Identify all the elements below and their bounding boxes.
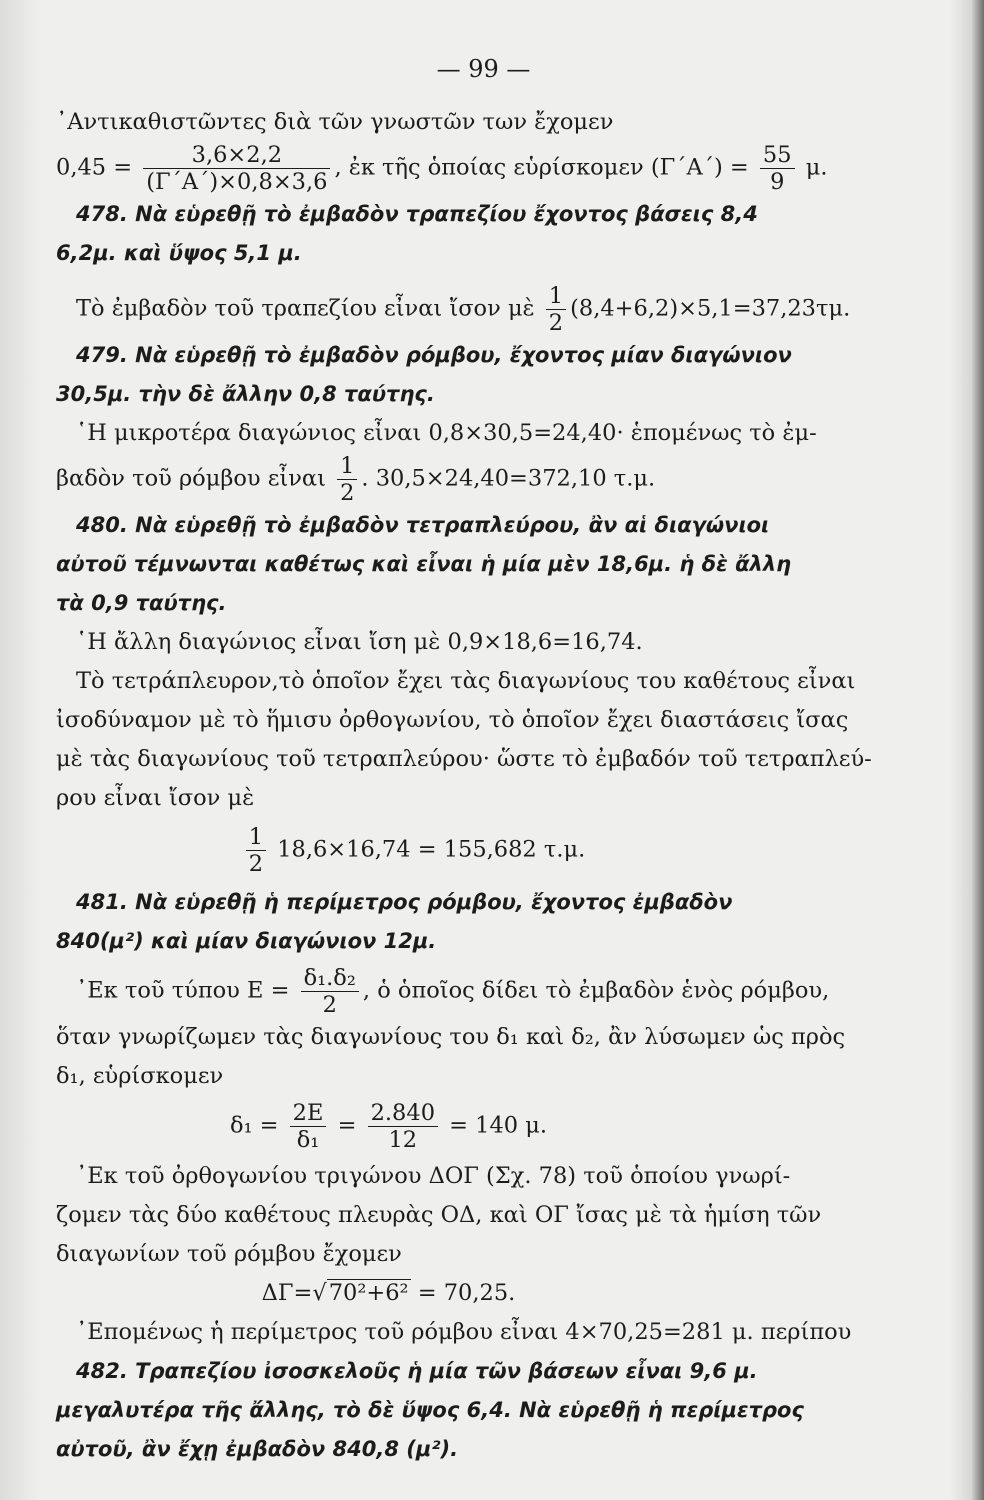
fraction xyxy=(760,142,795,195)
fraction xyxy=(337,453,357,506)
problem-478-heading: 6,2μ. καὶ ὕψος 5,1 μ. xyxy=(56,241,302,265)
text-line: ἰσοδύναμον μὲ τὸ ἥμισυ ὀρθογωνίου, τὸ ὁποῖον ἔχει διαστάσεις ἴσας xyxy=(56,707,849,733)
equation-part: 18,6×16,74 = 155,682 τ.μ. xyxy=(277,836,586,863)
text-span: , ὁ ὁποῖος δίδει τὸ ἐμβαδὸν ἑνὸς ρόμβου, xyxy=(362,977,830,1004)
fraction-denominator: (Γ΄Α΄)×0,8×3,6 xyxy=(146,169,328,195)
equation-part: = 140 μ. xyxy=(449,1112,548,1139)
fraction-denominator: 2 xyxy=(322,992,337,1018)
text-line: ζομεν τὰς δύο καθέτους πλευρὰς ΟΔ, καὶ ΟΓ ἴσας μὲ τὰ ἡμίση τῶν xyxy=(56,1202,822,1228)
equation-part: μ. xyxy=(805,154,828,181)
text-line: ῾Η μικροτέρα διαγώνιος εἶναι 0,8×30,5=24,40· ἑπομένως τὸ ἐμ- xyxy=(76,420,817,446)
solution-481-formula xyxy=(56,965,871,1018)
problem-480-heading: τὰ 0,9 ταύτης. xyxy=(56,591,227,615)
text-line: μὲ τὰς διαγωνίους τοῦ τετραπλεύρου· ὥστε τὸ ἐμβαδόν τοῦ τετραπλεύ- xyxy=(56,746,872,772)
text-line: Τὸ τετράπλευρον,τὸ ὁποῖον ἔχει τὰς διαγωνίους του καθέτους εἶναι xyxy=(76,668,856,694)
fraction xyxy=(301,965,359,1018)
fraction-numerator: 1 xyxy=(546,283,566,310)
fraction-numerator: 2.840 xyxy=(368,1100,438,1127)
equation-sqrt xyxy=(0,1274,871,1313)
fraction-denominator: 2 xyxy=(248,851,264,877)
fraction-numerator: 55 xyxy=(760,142,795,169)
fraction-denominator: 2 xyxy=(548,310,564,336)
text-line: ῾Η ἄλλη διαγώνιος εἶναι ἴση μὲ 0,9×18,6=16,74. xyxy=(76,629,643,655)
problem-480-heading: αὐτοῦ τέμνωνται καθέτως καὶ εἶναι ἡ μία μὲν 18,6μ. ἡ δὲ ἄλλη xyxy=(56,552,792,576)
equation-part: = 70,25. xyxy=(410,1280,516,1306)
solution-479 xyxy=(56,453,871,506)
fraction xyxy=(546,283,566,336)
problem-482-heading: 482. Τραπεζίου ἰσοσκελοῦς ἡ μία τῶν βάσεων εἶναι 9,6 μ. xyxy=(76,1359,758,1383)
problem-482-heading: μεγαλυτέρα τῆς ἄλλης, τὸ δὲ ὕψος 6,4. Νὰ εὑρεθῇ ἡ περίμετρος xyxy=(56,1398,804,1422)
text-line: ᾿Επομένως ἡ περίμετρος τοῦ ρόμβου εἶναι 4×70,25=281 μ. περίπου xyxy=(76,1319,852,1345)
fraction-denominator: 2 xyxy=(340,480,355,506)
problem-479-heading: 479. Νὰ εὑρεθῇ τὸ ἐμβαδὸν ρόμβου, ἔχοντος μίαν διαγώνιον xyxy=(76,343,792,367)
solution-478 xyxy=(56,283,871,336)
text-line: ρου εἶναι ἴσον μὲ xyxy=(56,785,255,811)
fraction-numerator: 1 xyxy=(246,824,266,851)
equation-part: ΔΓ=√ xyxy=(261,1280,327,1306)
equation-part: 0,45 = xyxy=(56,154,133,181)
equation-part: = xyxy=(337,1112,357,1139)
fraction xyxy=(246,824,266,877)
equation-480 xyxy=(0,824,871,877)
fraction xyxy=(143,142,330,195)
fraction-numerator: 3,6×2,2 xyxy=(143,142,330,169)
text-line: ᾿Εκ τοῦ ὀρθογωνίου τριγώνου ΔΟΓ (Σχ. 78) τοῦ ὁποίου γνωρί- xyxy=(76,1163,791,1189)
equation-481 xyxy=(0,1100,871,1153)
fraction-denominator: δ₁ xyxy=(296,1127,320,1153)
problem-481-heading: 481. Νὰ εὑρεθῇ ἡ περίμετρος ρόμβου, ἔχοντος ἐμβαδὸν xyxy=(76,890,733,914)
text-line: ᾿Αντικαθιστῶντες διὰ τῶν γνωστῶν των ἔχομεν xyxy=(56,109,614,135)
text-line: διαγωνίων τοῦ ρόμβου ἔχομεν xyxy=(56,1241,402,1267)
fraction-denominator: 9 xyxy=(770,169,785,195)
page-number: — 99 — xyxy=(436,55,531,83)
problem-482-heading: αὐτοῦ, ἂν ἔχῃ ἐμβαδὸν 840,8 (μ²). xyxy=(56,1437,459,1461)
problem-478-heading: 478. Νὰ εὑρεθῇ τὸ ἐμβαδὸν τραπεζίου ἔχοντος βάσεις 8,4 xyxy=(76,202,758,226)
equation-part: δ₁ = xyxy=(229,1112,279,1139)
text-line: ὅταν γνωρίζωμεν τὰς διαγωνίους του δ₁ καὶ δ₂, ἂν λύσωμεν ὡς πρὸς xyxy=(56,1024,846,1050)
equation-part: , ἐκ τῆς ὁποίας εὑρίσκομεν (Γ΄Α΄) = xyxy=(334,154,749,181)
sqrt-radicand: 70²+6² xyxy=(328,1280,409,1306)
fraction-numerator: 1 xyxy=(337,453,357,480)
text-span: . 30,5×24,40=372,10 τ.μ. xyxy=(361,465,656,492)
problem-479-heading: 30,5μ. τὴν δὲ ἄλλην 0,8 ταύτης. xyxy=(56,382,435,406)
fraction xyxy=(368,1100,438,1153)
page-edge-shadow xyxy=(972,0,984,1500)
problem-480-heading: 480. Νὰ εὑρεθῇ τὸ ἐμβαδὸν τετραπλεύρου, ἂν αἱ διαγώνιοι xyxy=(76,513,770,537)
text-span: βαδὸν τοῦ ρόμβου εἶναι xyxy=(56,465,326,492)
page-content xyxy=(56,50,871,1469)
text-span: (8,4+6,2)×5,1=37,23τμ. xyxy=(570,295,851,322)
text-span: ᾿Εκ τοῦ τύπου E = xyxy=(76,977,290,1004)
problem-481-heading: 840(μ²) καὶ μίαν διαγώνιον 12μ. xyxy=(56,929,437,953)
fraction-numerator: δ₁.δ₂ xyxy=(301,965,359,992)
fraction xyxy=(290,1100,327,1153)
text-span: Τὸ ἐμβαδὸν τοῦ τραπεζίου εἶναι ἴσον μὲ xyxy=(76,295,535,322)
fraction-numerator: 2E xyxy=(290,1100,327,1127)
equation-0-45 xyxy=(56,142,871,195)
text-line: δ₁, εὑρίσκομεν xyxy=(56,1063,224,1089)
fraction-denominator: 12 xyxy=(388,1127,418,1153)
